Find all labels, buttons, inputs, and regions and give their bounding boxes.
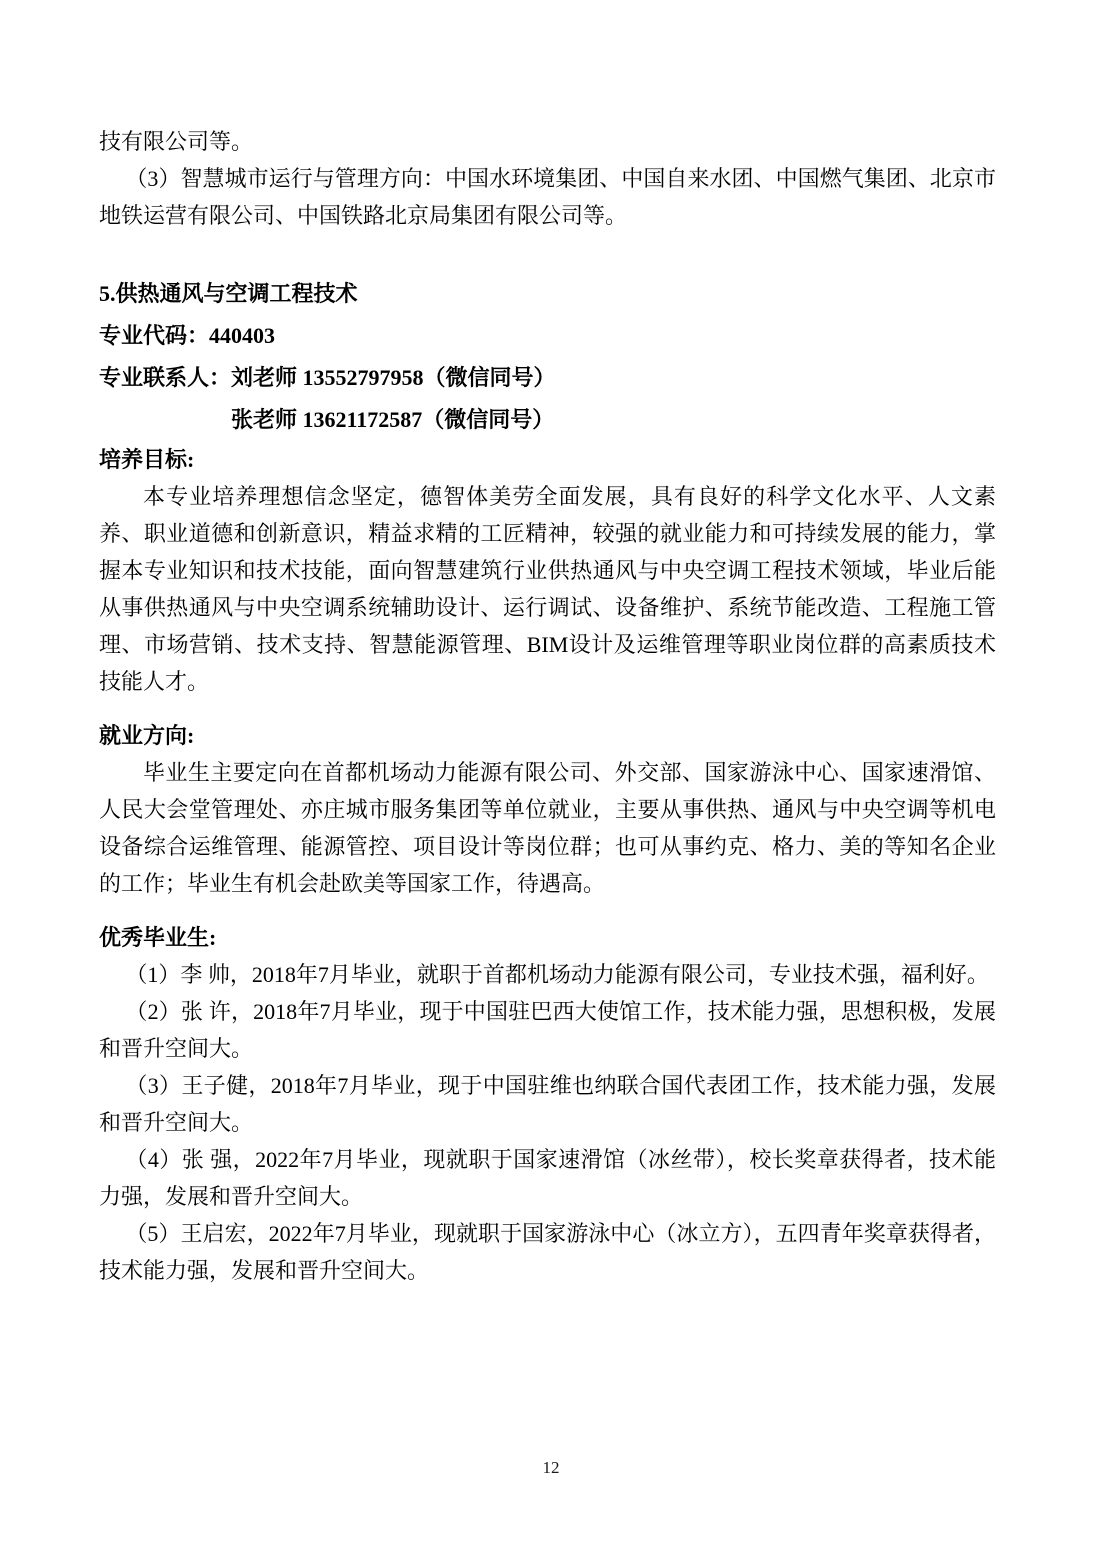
graduate-item: （4）张 强，2022年7月毕业，现就职于国家速滑馆（冰丝带），校长奖章获得者，技术能力强，发展和晋升空间大。 [99, 1147, 996, 1209]
employment-direction-heading: 就业方向: [99, 723, 195, 748]
training-objectives-heading: 培养目标: [99, 447, 195, 472]
carryover-item-3: （3）智慧城市运行与管理方向：中国水环境集团、中国自来水团、中国燃气集团、北京市地铁运营有限公司、中国铁路北京局集团有限公司等。 [99, 166, 996, 228]
major-code-line: 专业代码：440403 [99, 323, 276, 348]
major-contact-line-1: 专业联系人：刘老师 13552797958（微信同号） [99, 365, 556, 390]
employment-direction-body: 毕业生主要定向在首都机场动力能源有限公司、外交部、国家游泳中心、国家速滑馆、人民大会堂管理处、亦庄城市服务集团等单位就业，主要从事供热、通风与中央空调等机电设备综合运维管理、能源管控、项目设计等岗位群；也可从事约克、格力、美的等知名企业的工作；毕业生有机会赴欧美等国家工作，待遇高。 [99, 760, 996, 896]
page-number: 12 [542, 1458, 560, 1477]
outstanding-graduates-heading: 优秀毕业生: [99, 925, 217, 950]
graduate-item: （5）王启宏，2022年7月毕业，现就职于国家游泳中心（冰立方），五四青年奖章获得者，技术能力强，发展和晋升空间大。 [99, 1221, 996, 1283]
major-contact-line-2: 张老师 13621172587（微信同号） [231, 407, 555, 432]
graduate-item: （2）张 许，2018年7月毕业，现于中国驻巴西大使馆工作，技术能力强，思想积极，发展和晋升空间大。 [99, 999, 996, 1061]
graduate-item: （1）李 帅，2018年7月毕业，就职于首都机场动力能源有限公司，专业技术强，福利好。 [125, 962, 989, 987]
page-content [99, 123, 996, 1289]
major-title: 5.供热通风与空调工程技术 [99, 281, 358, 306]
training-objectives-body: 本专业培养理想信念坚定，德智体美劳全面发展，具有良好的科学文化水平、人文素养、职业道德和创新意识，精益求精的工匠精神，较强的就业能力和可持续发展的能力，掌握本专业知识和技术技能，面向智慧建筑行业供热通风与中央空调工程技术领域，毕业后能从事供热通风与中央空调系统辅助设计、运行调试、设备维护、系统节能改造、工程施工管理、市场营销、技术支持、智慧能源管理、BIM设计及运维管理等职业岗位群的高素质技术技能人才。 [99, 484, 996, 694]
carryover-paragraph-tail: 技有限公司等。 [99, 129, 254, 154]
graduate-item: （3）王子健，2018年7月毕业，现于中国驻维也纳联合国代表团工作，技术能力强，发展和晋升空间大。 [99, 1073, 996, 1135]
